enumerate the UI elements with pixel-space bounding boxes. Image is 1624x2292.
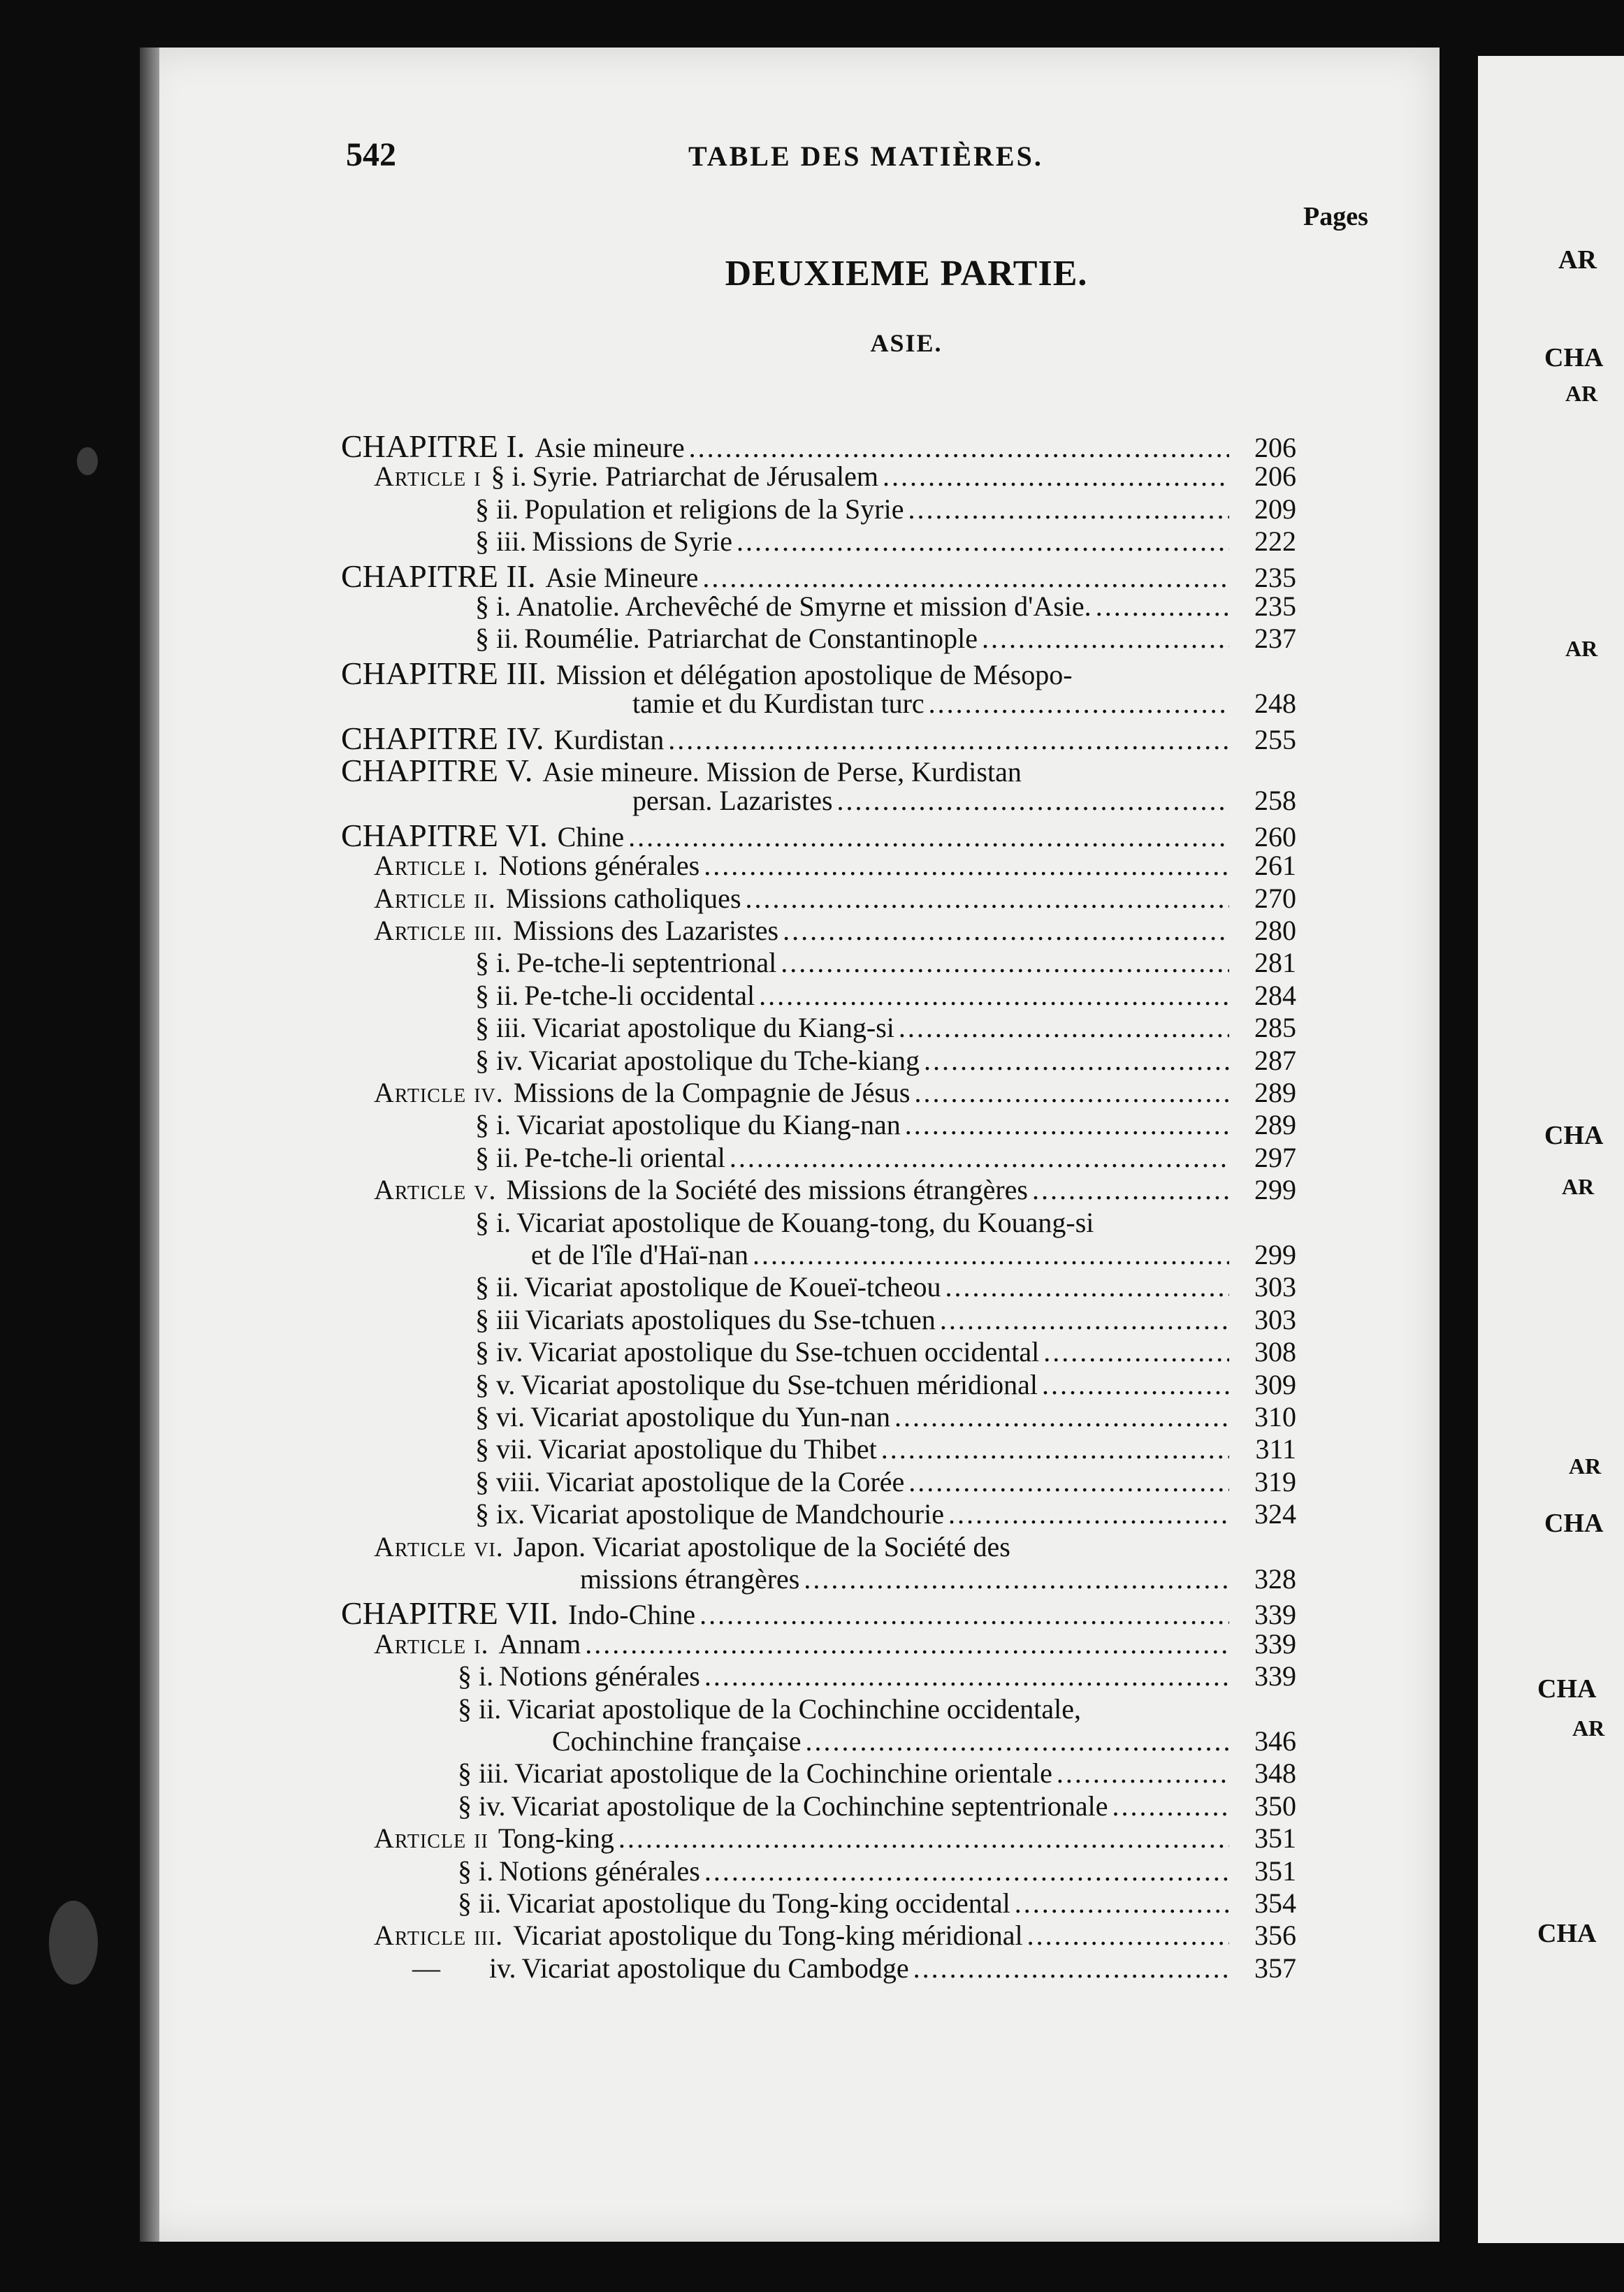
toc-leader-dots [702,561,1229,594]
toc-entry-section: § ii. [475,1271,519,1303]
toc-entry-title: Cochinchine française [552,1725,802,1757]
toc-entry-label: Article ii. [374,882,496,914]
toc-leader-dots [1032,1173,1229,1206]
toc-page-number: 310 [1254,1401,1296,1432]
toc-page-number: 311 [1255,1433,1296,1465]
toc-entry [341,655,1296,691]
toc-entry-label: Article iv. [374,1077,504,1108]
toc-leader-dots [1057,1757,1229,1790]
toc-entry-title: Vicariat apostolique de la Corée [546,1465,905,1497]
toc-leader-dots [908,1465,1229,1498]
toc-page-number: 339 [1254,1660,1296,1692]
toc-entry [475,493,1296,523]
toc-entry [374,914,1296,945]
pages-column-label: Pages [1303,202,1368,231]
toc-leader-dots [1027,1919,1229,1952]
toc-entry [374,1627,1296,1658]
toc-entry-section: § viii. [475,1465,541,1497]
toc-leader-dots [929,687,1229,720]
toc-entry-section: § ii. [458,1692,502,1725]
toc-leader-dots [730,1141,1229,1174]
toc-leader-dots [781,946,1229,979]
toc-entry-section: § iv. [458,1790,506,1822]
toc-page-number: 235 [1254,561,1296,593]
toc-entry-title: Vicariat apostolique de Kouang-tong, du Kouang-si [516,1206,1094,1238]
right-page-fragment: CHA [1544,343,1604,372]
toc-leader-dots [1015,1887,1229,1920]
toc-entry-title: tamie et du Kurdistan turc [632,688,925,720]
toc-page-number: 299 [1254,1174,1296,1206]
toc-entry-title: Vicariat apostolique du Kiang-si [532,1012,894,1044]
toc-entry-section: § ix. [475,1498,525,1530]
toc-entry-section: § vi. [475,1401,525,1432]
toc-entry [374,1076,1296,1107]
toc-entry [475,1011,1296,1042]
toc-entry-section: § iii. [458,1757,509,1790]
toc-entry-title: Missions de la Compagnie de Jésus [513,1077,911,1108]
toc-leader-dots [585,1627,1229,1660]
toc-entry-title: Vicariat apostolique du Yun-nan [530,1401,890,1432]
toc-entry [341,558,1296,594]
toc-entry [458,1757,1296,1790]
toc-entry-title: Pe-tche-li septentrional [516,947,777,979]
toc-page-number: 297 [1254,1141,1296,1173]
right-page-fragment: AR [1569,1453,1602,1479]
toc-page-number: 258 [1254,785,1296,817]
toc-page-number: 270 [1254,882,1296,914]
toc-leader-dots [945,1270,1229,1303]
toc-entry [475,590,1296,621]
toc-leader-dots [806,1725,1229,1757]
toc-page-number: 285 [1254,1012,1296,1044]
right-page-fragment: AR [1572,1716,1605,1741]
toc-entry-title: Indo-Chine [567,1599,696,1631]
toc-entry-title: Vicariat apostolique du Tong-king occidental [507,1887,1010,1919]
toc-entry [341,817,1296,853]
toc-leader-dots [704,849,1229,882]
toc-entry-section: § iv. [475,1336,523,1368]
toc-page-number: 206 [1254,432,1296,463]
toc-entry-title: Japon. Vicariat apostolique de la Société des [513,1530,1010,1562]
toc-page-number: 280 [1254,915,1296,946]
toc-entry [552,1725,1296,1755]
toc-entry-title: Pe-tche-li oriental [524,1141,725,1173]
toc-entry-label: CHAPITRE II. [341,558,536,594]
toc-entry-label: Article ii [374,1822,488,1855]
toc-leader-dots [837,784,1229,817]
toc-leader-dots [881,1432,1229,1465]
toc-entry-title: Syrie. Patriarchat de Jérusalem [532,460,879,493]
running-title: TABLE DES MATIÈRES. [688,140,1043,172]
page-number: 542 [346,136,396,173]
toc-page-number: 206 [1254,460,1296,493]
toc-entry-title: Asie Mineure [545,561,699,593]
toc-entry-title: Missions de Syrie [532,525,733,558]
toc-entry-title: Missions catholiques [505,882,741,914]
toc-entry-title: Vicariat apostolique du Kiang-nan [516,1109,901,1141]
toc-entry-section: § ii. [475,979,519,1011]
toc-entry-title: Notions générales [499,1855,700,1887]
toc-entry-title: missions étrangères [580,1563,800,1595]
toc-leader-dots [899,1011,1229,1044]
toc-leader-dots [948,1497,1229,1530]
toc-entry-section: § ii. [475,1141,519,1173]
toc-entry-label: CHAPITRE IV. [341,720,544,756]
toc-page-number: 348 [1254,1757,1296,1790]
toc-leader-dots [753,1238,1229,1271]
toc-leader-dots [914,1076,1229,1109]
toc-entry-label: Article i. [374,850,489,882]
toc-entry [632,784,1296,815]
toc-page-number: 235 [1254,590,1296,622]
toc-page-number: 287 [1254,1044,1296,1076]
toc-page-number: 281 [1254,947,1296,979]
toc-entry-title: Vicariat apostolique du Sse-tchuen méridional [521,1368,1038,1400]
toc-entry [374,1173,1296,1204]
toc-entry-title: Notions générales [498,850,700,882]
toc-page-number: 289 [1254,1109,1296,1141]
toc-entry-title: Vicariat apostolique de la Cochinchine occidentale, [507,1692,1081,1725]
toc-entry-section: iv. [489,1952,516,1984]
toc-entry-section: § iii. [475,525,527,558]
right-page-fragment: AR [1565,381,1598,406]
toc-page-number: 346 [1254,1725,1296,1757]
toc-entry [374,460,1296,491]
toc-entry [341,428,1296,464]
toc-leader-dots [746,882,1229,915]
toc-entry [458,1887,1296,1917]
toc-entry-title: et de l'île d'Haï-nan [531,1239,748,1270]
toc-entry-title: Missions de la Société des missions étrangères [506,1174,1028,1206]
toc-entry-label: Article i [374,460,481,493]
toc-entry [475,1368,1296,1399]
toc-leader-dots [783,914,1229,947]
toc-page-number: 255 [1254,723,1296,755]
toc-page-number: 299 [1254,1239,1296,1270]
toc-page-number: 284 [1254,979,1296,1011]
toc-leader-dots [759,979,1229,1012]
toc-page-number: 303 [1254,1271,1296,1303]
toc-page-number: 260 [1254,820,1296,853]
toc-entry-label: CHAPITRE VI. [341,817,548,853]
toc-entry-label: Article iii. [374,915,504,946]
toc-page-number: 339 [1254,1599,1296,1631]
toc-page-number: 261 [1254,850,1296,882]
toc-entry-title: Vicariat apostolique du Sse-tchuen occidental [528,1336,1040,1368]
toc-page-number: 308 [1254,1336,1296,1368]
toc-entry [458,1692,1296,1723]
toc-entry-title: Vicariat apostolique du Thibet [538,1433,877,1465]
toc-entry [475,1497,1296,1528]
toc-leader-dots [737,525,1229,558]
toc-leader-dots [1043,1335,1229,1368]
toc-leader-dots [894,1400,1229,1433]
toc-leader-dots [699,1598,1229,1631]
toc-entry [475,1303,1296,1334]
right-page-fragment: CHA [1537,1919,1597,1948]
toc-page-number: 350 [1254,1790,1296,1822]
toc-page-number: 324 [1254,1498,1296,1530]
toc-entry-section: § i. [458,1855,494,1887]
toc-entry-title: persan. Lazaristes [632,785,833,817]
toc-entry [475,525,1296,556]
right-page-fragment: CHA [1544,1509,1604,1538]
toc-entry-title: Missions des Lazaristes [513,915,779,946]
toc-entry [632,687,1296,718]
toc-entry-section: § iii. [475,1012,527,1044]
right-page-fragment: AR [1562,1174,1595,1199]
toc-page-number: 222 [1254,525,1296,558]
toc-leader-dots [704,1660,1229,1692]
toc-entry [341,720,1296,756]
toc-entry [475,1044,1296,1075]
toc-entry [475,1335,1296,1366]
toc-leader-dots [883,460,1229,493]
toc-leader-dots [668,723,1229,756]
toc-entry-title: Mission et délégation apostolique de Mésopo- [556,658,1073,690]
toc-entry [580,1562,1296,1593]
toc-entry-title: Vicariat apostolique du Cambodge [521,1952,909,1984]
toc-entry [475,1432,1296,1463]
toc-entry-label: Article v. [374,1174,497,1206]
toc-entry [475,946,1296,977]
toc-entry-title: Pe-tche-li occidental [524,979,755,1011]
toc-leader-dots [628,820,1229,853]
toc-entry [341,1595,1296,1632]
toc-page-number: 339 [1254,1627,1296,1660]
toc-entry-section: § iv. [475,1044,523,1076]
right-page-fragment: CHA [1544,1121,1604,1150]
toc-leader-dots [704,1855,1229,1887]
toc-entry-title: Asie mineure. Mission de Perse, Kurdistan [542,756,1022,788]
toc-entry [475,979,1296,1010]
toc-entry-label: CHAPITRE I. [341,428,525,464]
toc-entry [374,1822,1296,1855]
toc-entry-section: § ii. [458,1887,502,1919]
toc-entry [475,1108,1296,1139]
toc-entry [374,849,1296,880]
toc-entry-title: Notions générales [499,1660,700,1692]
toc-entry [458,1855,1296,1885]
toc-entry-title: Anatolie. Archevêché de Smyrne et mission d'Asie. [516,590,1092,622]
toc-entry-section: § i. [475,590,512,622]
toc-entry-title: Annam [498,1627,581,1660]
toc-leader-dots [618,1822,1229,1855]
toc-page-number: 351 [1254,1855,1296,1887]
toc-entry [475,1465,1296,1496]
toc-page-number: 354 [1254,1887,1296,1919]
toc-entry-label: Article iii. [374,1920,504,1952]
toc-page-number: 248 [1254,688,1296,720]
toc-entry-title: Vicariat apostolique du Tche-kiang [528,1044,920,1076]
toc-entry-title: Vicariat apostolique de Mandchourie [530,1498,944,1530]
toc-entry-title: Vicariat apostolique de la Cochinchine septentrionale [511,1790,1108,1822]
toc-page-number: 289 [1254,1077,1296,1108]
toc-page-number: 309 [1254,1368,1296,1400]
toc-leader-dots [924,1044,1229,1077]
toc-page-number: 328 [1254,1563,1296,1595]
toc-leader-dots [982,622,1229,655]
toc-entry-section: § vii. [475,1433,533,1465]
toc-entry-section: § v. [475,1368,516,1400]
toc-leader-dots [940,1303,1229,1336]
toc-page-number: 237 [1254,623,1296,655]
toc-entry-title: Vicariat apostolique de la Cochinchine orientale [514,1757,1052,1790]
toc-entry-title: Chine [557,820,625,853]
toc-leader-dots [905,1108,1229,1141]
toc-entry-title: Vicariat apostolique du Tong-king méridional [513,1920,1023,1952]
toc-entry [475,622,1296,653]
toc-entry-title: Tong-king [498,1822,614,1855]
toc-entry-label: — [412,1952,440,1984]
toc-entry [531,1238,1296,1269]
toc-entry-section: § i. [475,1109,512,1141]
toc-leader-dots [1096,590,1229,623]
toc-entry-title: Population et religions de la Syrie [524,493,904,525]
toc-entry-section: § i. [475,947,512,979]
right-page-fragment: AR [1558,245,1597,275]
toc-page-number: 319 [1254,1465,1296,1497]
toc-entry-section: § i. [458,1660,494,1692]
toc-entry-label: Article vi. [374,1530,504,1562]
right-page-fragment: CHA [1537,1674,1597,1704]
part-subtitle: ASIE. [870,329,943,357]
toc-entry-title: Kurdistan [553,723,665,755]
toc-entry-section: § iii [475,1303,520,1335]
toc-entry-label: CHAPITRE V. [341,753,533,788]
toc-page-number: 303 [1254,1303,1296,1335]
toc-leader-dots [689,431,1229,464]
toc-leader-dots [908,493,1229,525]
part-title: DEUXIEME PARTIE. [725,254,1088,293]
toc-entry [458,1790,1296,1820]
toc-entry [475,1206,1296,1237]
toc-page-number: 356 [1254,1920,1296,1952]
toc-leader-dots [913,1952,1229,1985]
toc-entry [475,1400,1296,1431]
toc-entry-section: § ii. [475,493,519,525]
toc-page-number: 357 [1254,1952,1296,1984]
toc-entry [341,752,1296,788]
toc-entry [458,1660,1296,1690]
toc-entry [475,1141,1296,1172]
toc-entry-title: Asie mineure [535,432,685,463]
toc-entry-title: Vicariats apostoliques du Sse-tchuen [525,1303,936,1335]
toc-entry-title: Vicariat apostolique de Koueï-tcheou [524,1271,941,1303]
toc-leader-dots [804,1562,1229,1595]
toc-entry-label: Article i. [374,1627,489,1660]
toc-entry [412,1952,1296,1982]
toc-page-number: 351 [1254,1822,1296,1855]
toc-entry-label: CHAPITRE VII. [341,1595,558,1632]
toc-entry-section: § i. [491,460,527,493]
toc-page-number: 209 [1254,493,1296,525]
toc-entry [475,1270,1296,1301]
toc-entry-section: § ii. [475,623,519,655]
toc-entry-section: § i. [475,1206,512,1238]
toc-entry-label: CHAPITRE III. [341,655,546,691]
toc-entry [374,1530,1296,1561]
toc-entry-title: Roumélie. Patriarchat de Constantinople [524,623,978,655]
toc-entry [374,882,1296,913]
toc-entry [374,1919,1296,1950]
toc-leader-dots [1112,1790,1229,1822]
right-page-fragment: AR [1565,636,1598,661]
toc-leader-dots [1042,1368,1229,1401]
